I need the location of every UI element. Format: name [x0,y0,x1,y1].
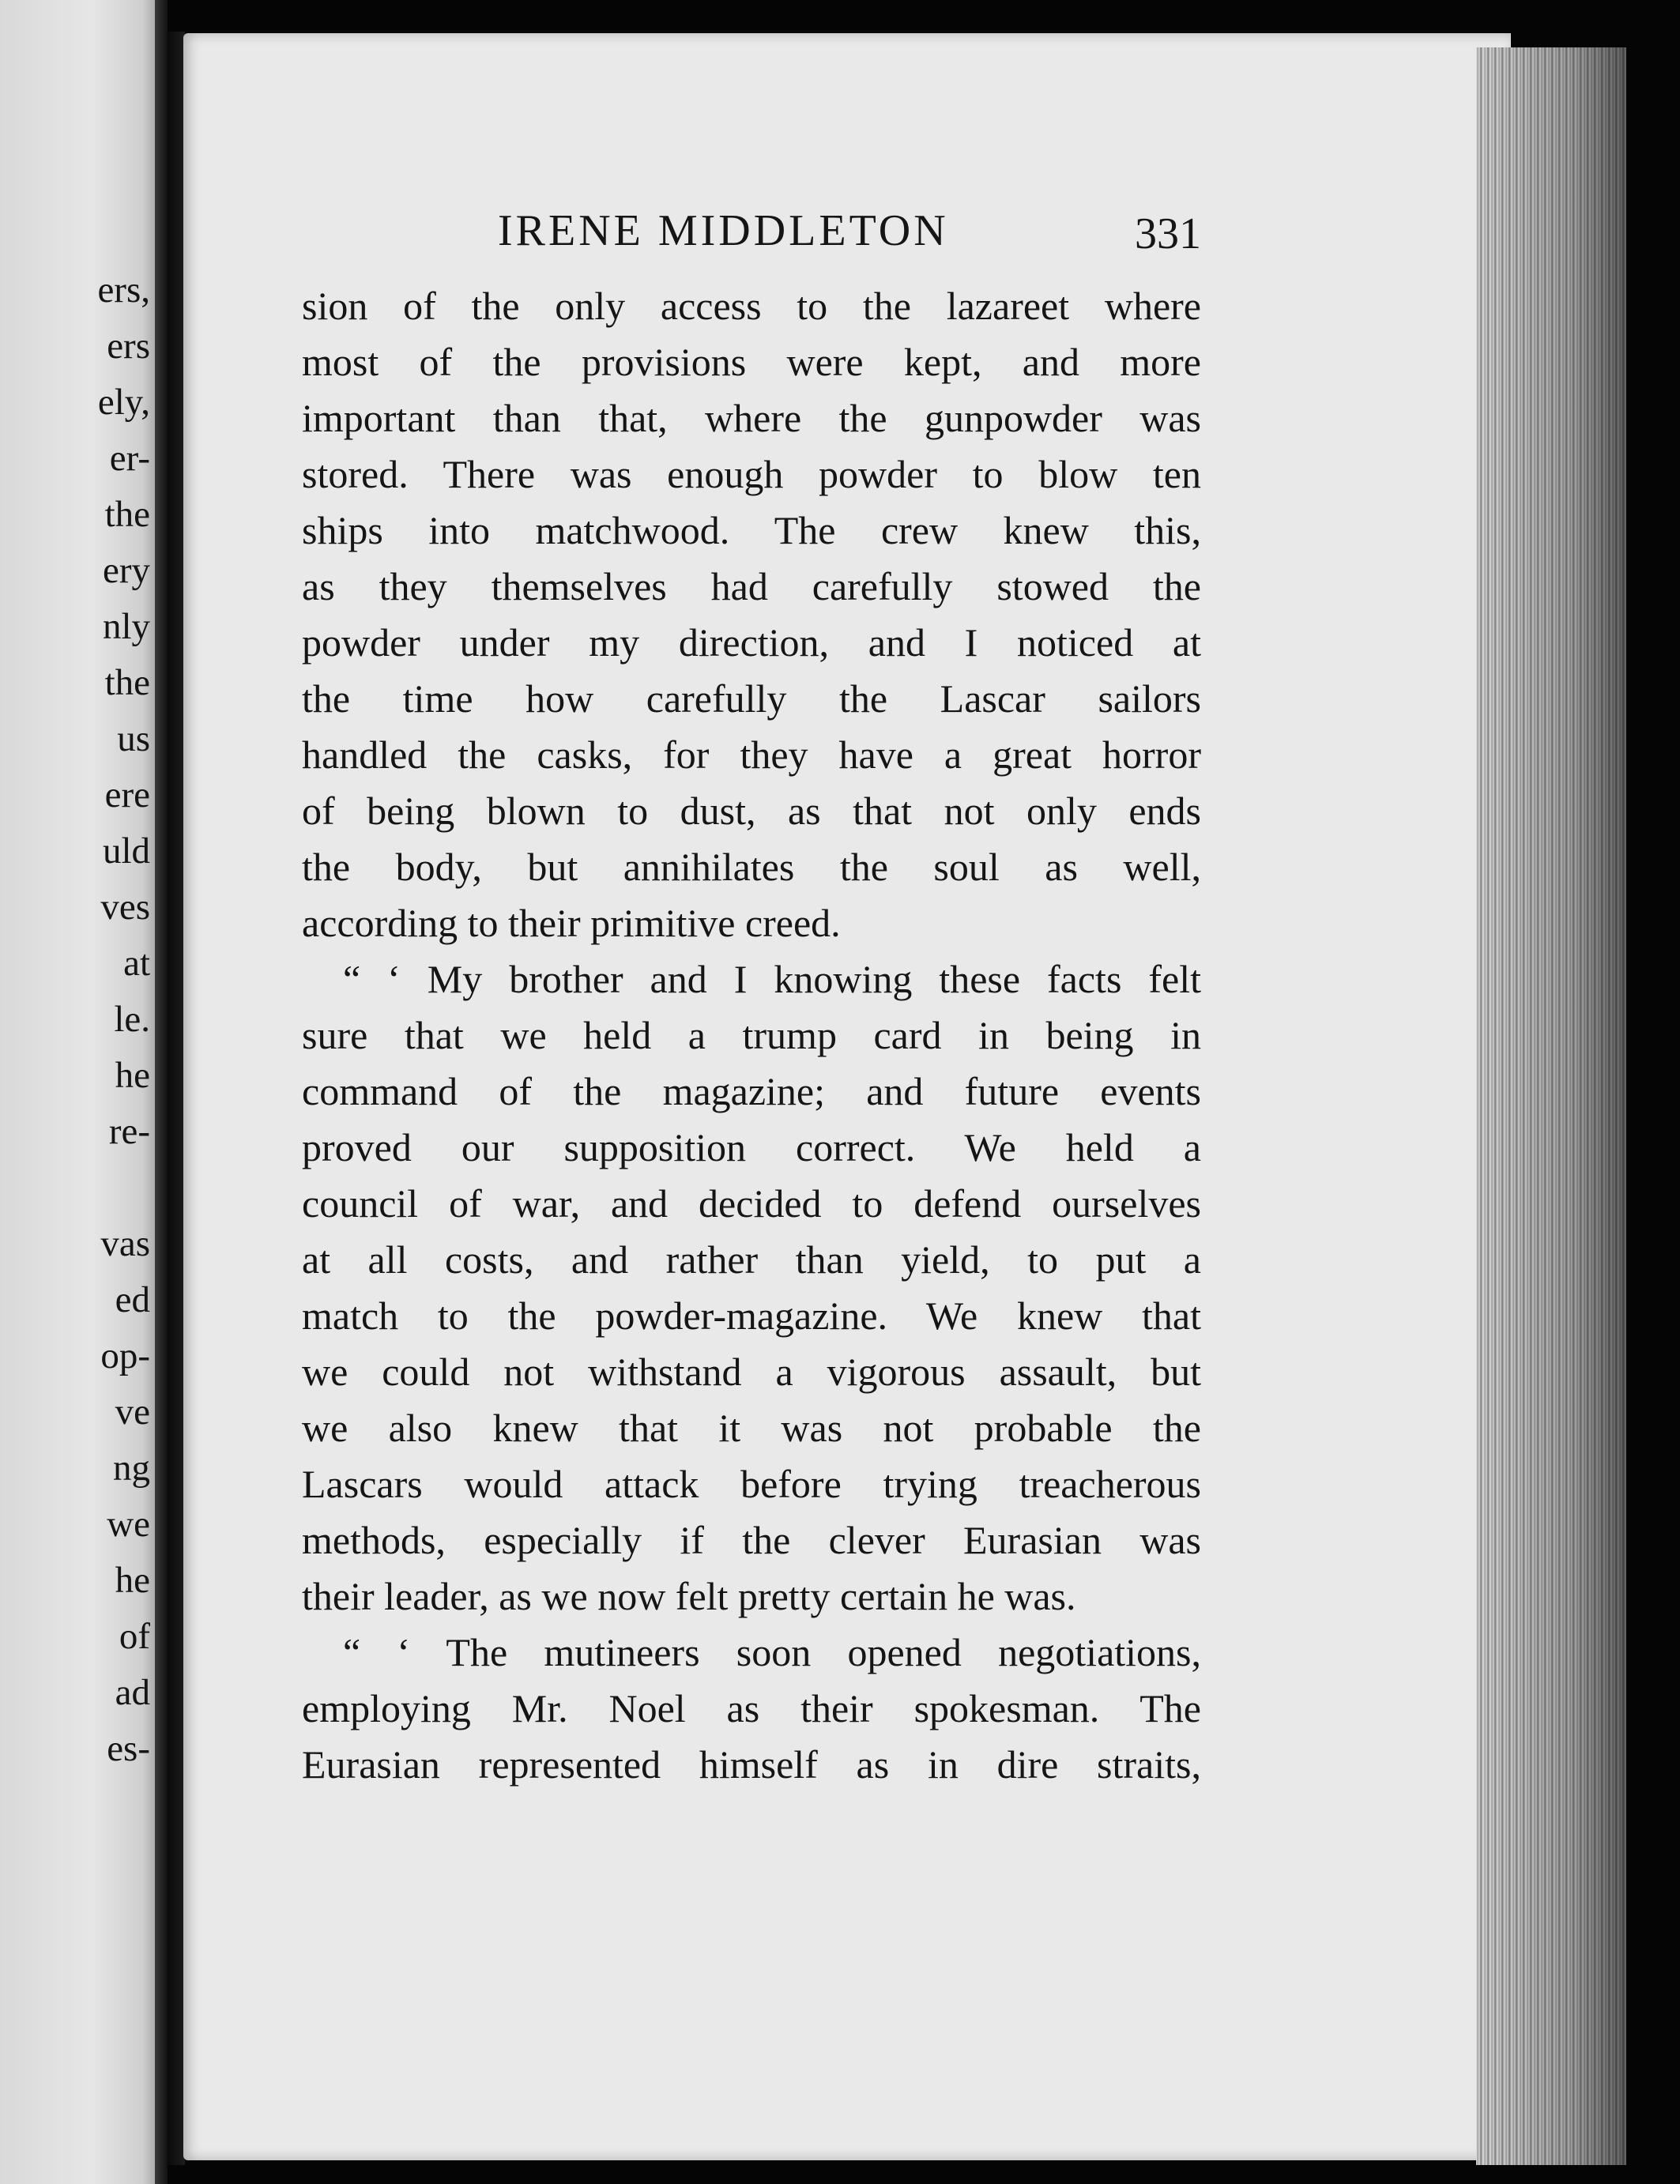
text-line: Eurasian represented himself as in dire straits, [302,1742,1201,1787]
left-fragment: of [119,1616,150,1657]
text-line: match to the powder-magazine. We knew that [302,1293,1201,1338]
text-line: Lascars would attack before trying treacherous [302,1462,1201,1506]
text-line: proved our supposition correct. We held a [302,1125,1201,1169]
text-line: handled the casks, for they have a great horror [302,732,1201,777]
text-line: ships into matchwood. The crew knew this, [302,508,1201,552]
left-fragment: ely, [97,382,150,423]
text-line: sion of the only access to the lazareet where [302,284,1201,328]
text-line: “ ‘ The mutineers soon opened negotiations, [343,1630,1201,1674]
text-line: employing Mr. Noel as their spokesman. The [302,1686,1201,1730]
left-fragment: vas [100,1223,150,1264]
text-line: important than that, where the gunpowder was [302,396,1201,440]
text-line: command of the magazine; and future events [302,1069,1201,1113]
left-fragment: ed [115,1279,150,1320]
left-page [0,0,168,2184]
left-page-edge [155,0,168,2184]
text-line: council of war, and decided to defend ourselves [302,1181,1201,1226]
text-line: we also knew that it was not probable the [302,1406,1201,1450]
left-fragment: the [104,494,150,535]
text-line: methods, especially if the clever Eurasian was [302,1518,1201,1562]
left-fragment: le. [114,999,150,1040]
left-fragment: nly [102,606,150,647]
text-line: as they themselves had carefully stowed the [302,564,1201,608]
text-line: sure that we held a trump card in being in [302,1013,1201,1057]
running-header [498,203,1201,258]
text-line: at all costs, and rather than yield, to put a [302,1237,1201,1282]
text-line: of being blown to dust, as that not only ends [302,789,1201,833]
left-fragment: ers, [97,269,150,311]
text-line: the time how carefully the Lascar sailors [302,676,1201,721]
text-line: “ ‘ My brother and I knowing these facts felt [343,957,1201,1001]
left-fragment: he [115,1560,150,1601]
text-line: their leader, as we now felt pretty certain he was. [302,1574,1076,1618]
left-fragment: ere [104,774,150,815]
text-line: according to their primitive creed. [302,901,841,945]
left-fragment: ves [100,887,150,928]
text-line: most of the provisions were kept, and more [302,340,1201,384]
body-text [302,278,1201,1793]
page-edges [1476,47,1626,2165]
left-page-text-fragments [97,262,150,1777]
left-fragment: us [117,718,150,759]
book-gutter [168,32,185,2165]
left-fragment: the [104,662,150,703]
left-fragment: ery [102,550,150,591]
text-line: we could not withstand a vigorous assault, but [302,1350,1201,1394]
page-number: 331 [1135,209,1201,258]
left-fragment: er- [109,438,150,479]
left-fragment: uld [102,830,150,872]
left-fragment: op- [100,1335,150,1376]
left-fragment: re- [108,1111,150,1152]
left-fragment: es- [107,1728,150,1769]
text-line: stored. There was enough powder to blow ten [302,452,1201,496]
left-fragment [97,1160,150,1216]
left-fragment: we [107,1504,150,1545]
text-line: powder under my direction, and I noticed at [302,620,1201,665]
running-title: IRENE MIDDLETON [498,206,949,255]
text-line: the body, but annihilates the soul as well, [302,845,1201,889]
left-fragment: he [115,1055,150,1096]
page-edges-shade [1476,47,1626,2165]
left-fragment: ng [113,1448,150,1489]
left-fragment: at [123,943,150,984]
left-fragment: ve [115,1391,150,1433]
left-fragment: ad [115,1672,150,1713]
left-fragment: ers [107,326,150,367]
